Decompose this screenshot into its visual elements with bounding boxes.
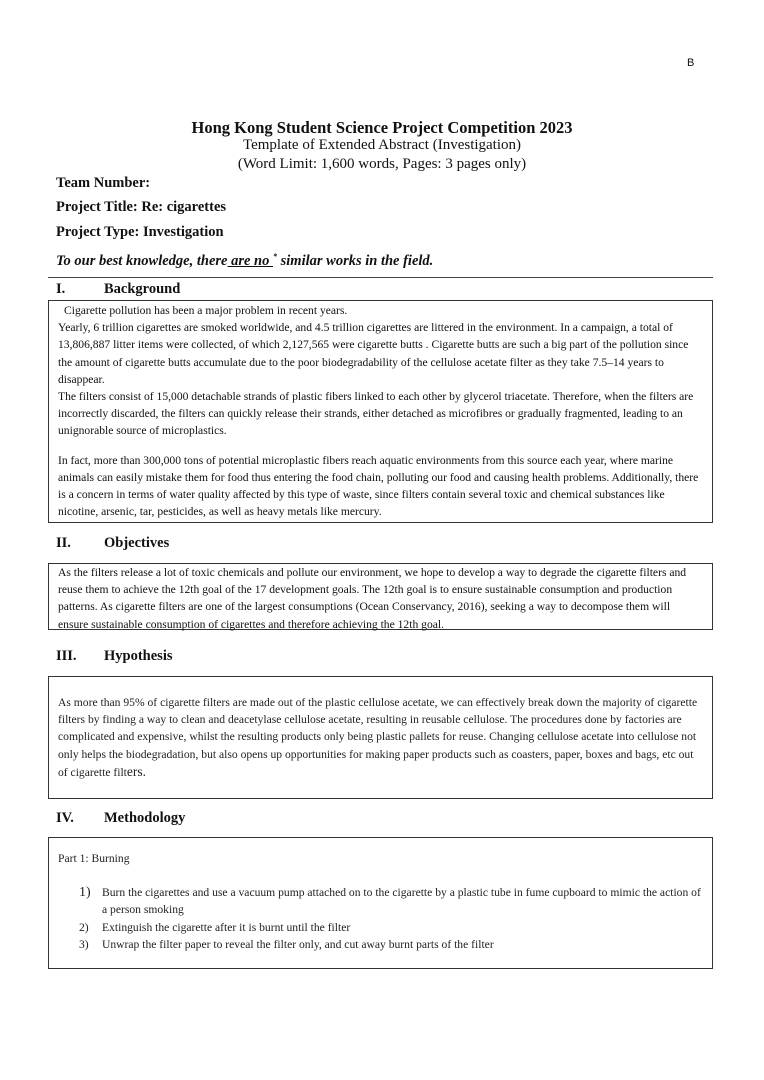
section-heading-objectives	[56, 535, 169, 552]
background-paragraph: In fact, more than 300,000 tons of potential microplastic fibers reach aquatic environments from this source each year, where marine animals can easily mistake them for food thus entering the food chain, polluting our food and causing health problems. Additionally, there is a concern in terms of water quality affected by this type of waste, since filters contain several toxic and chemical substances like nicotine, arsenic, tar, pesticides, as well as heavy metals like mercury.	[58, 453, 699, 519]
methodology-steps	[58, 884, 703, 953]
document-title: Hong Kong Student Science Project Competition 2023	[191, 118, 573, 137]
hypothesis-body: As more than 95% of cigarette filters are made out of the plastic cellulose acetate, we can effectively break down the majority of cigarette filters by finding a way to clean and deacetylase cellulose acetate, resulting in reusable cellulose. The procedures done by factories are complicated and expensive, whilst the resulting products only being plastic pallets for reuse. Changing cellulose acetate into cellulose not only helps the biodegradation, but also opens up opportunities for making paper products such as coasters, paper, boxes and bags, etc out of cigarette filt	[58, 696, 698, 779]
project-type: Project Type: Investigation	[56, 224, 224, 240]
team-number: Team Number:	[56, 175, 151, 191]
document-subtitle: Template of Extended Abstract (Investigation)	[242, 137, 522, 153]
section-number: III.	[56, 648, 77, 664]
section-number: IV.	[56, 810, 74, 826]
section-title: Methodology	[104, 810, 186, 826]
list-item	[58, 919, 703, 936]
background-paragraph: The filters consist of 15,000 detachable strands of plastic fibers linked to each other by glycerol triacetate. Therefore, when the filters are incorrectly discarded, the filters can quickly release their strands, either detached as microfibres or gradually fragmented, leading to an unignorable source of microplastics.	[58, 390, 694, 438]
project-title: Project Title: Re: cigarettes	[56, 199, 227, 215]
step-text: Extinguish the cigarette after it is burnt until the filter	[102, 920, 351, 934]
step-number: 3)	[79, 937, 89, 951]
list-item	[58, 936, 703, 953]
section-heading-background	[56, 281, 180, 298]
section-number: I.	[56, 281, 66, 297]
section-title: Objectives	[104, 535, 170, 551]
list-item	[58, 884, 703, 918]
background-paragraph: Yearly, 6 trillion cigarettes are smoked worldwide, and 4.5 trillion cigarettes are littered in the environment. In a campaign, a total of 13,806,887 litter items were collected, of which 2,127,565 were cigarette butts . Cigarette butts are such a big part of the pollution since the amount of cigarette butts accumulate due to the poor biodegradability of the cellulose acetate filter as they take 7.5–14 years to disappear.	[58, 321, 689, 386]
section-heading-methodology	[56, 810, 185, 827]
step-text: Unwrap the filter paper to reveal the filter only, and cut away burnt parts of the filter	[102, 937, 494, 951]
background-box	[48, 300, 713, 523]
hypothesis-tail: ers.	[126, 763, 147, 779]
step-text: Burn the cigarettes and use a vacuum pump attached on to the cigarette by a plastic tube in fume cupboard to mimic the action of a person smoking	[102, 886, 701, 917]
methodology-part-label: Part 1: Burning	[58, 852, 130, 865]
knowledge-after: similar works in the field.	[277, 252, 434, 269]
step-number: 1)	[79, 885, 91, 901]
section-title: Background	[104, 281, 181, 297]
knowledge-statement	[56, 252, 433, 270]
methodology-box	[48, 837, 713, 969]
hypothesis-box	[48, 676, 713, 799]
knowledge-marker: *	[273, 252, 277, 261]
word-limit: (Word Limit: 1,600 words, Pages: 3 pages only)	[237, 156, 527, 172]
knowledge-choice: are no	[227, 252, 273, 269]
section-divider	[48, 277, 713, 278]
step-number: 2)	[79, 920, 89, 934]
objectives-box	[48, 563, 713, 630]
background-paragraph: Cigarette pollution has been a major problem in recent years.	[64, 304, 348, 317]
objectives-text: As the filters release a lot of toxic chemicals and pollute our environment, we hope to develop a way to degrade the cigarette filters and reuse them to achieve the 12th goal of the 17 development goals. The 12th goal is to ensure sustainable consumption and production patterns. As cigarette filters are one of the largest consumptions (Ocean Conservancy, 2016), seeking a way to decompose them will ensure sustainable consumption of cigarettes and therefore achieving the 12th goal.	[58, 566, 687, 631]
hypothesis-text	[58, 694, 703, 781]
section-number: II.	[56, 535, 71, 551]
page-label: B	[687, 57, 695, 69]
section-title: Hypothesis	[104, 648, 173, 664]
section-heading-hypothesis	[56, 648, 173, 665]
knowledge-before: To our best knowledge, there	[56, 252, 228, 269]
